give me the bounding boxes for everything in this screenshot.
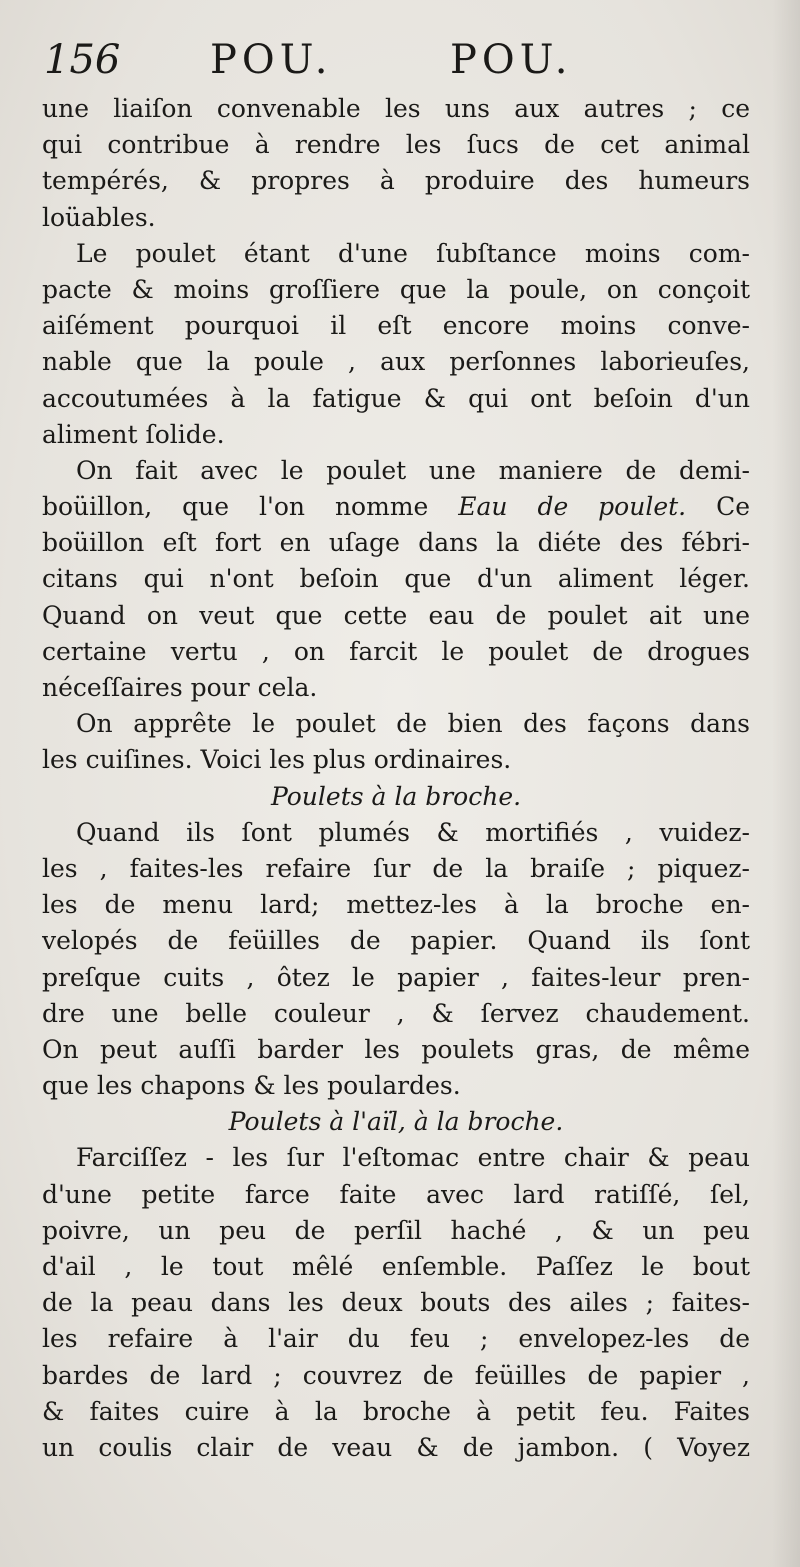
text-line: Farciſſez - les ſur l'eſtomac entre chair & peau bbox=[76, 1143, 750, 1173]
text-line: les , faites-les refaire ſur de la braiſe ; piquez- bbox=[42, 853, 750, 883]
page-edge-shadow bbox=[772, 0, 800, 1567]
text-line: bardes de lard ; couvrez de feüilles de papier , bbox=[42, 1360, 750, 1390]
text-line: de la peau dans les deux bouts des ailes ; faites- bbox=[42, 1288, 750, 1318]
text-line: les de menu lard; mettez-les à la broche en- bbox=[42, 890, 750, 920]
text-line: nable que la poule , aux perſonnes laborieuſes, bbox=[42, 347, 750, 377]
text-line: que les chapons & les poulardes. bbox=[42, 1071, 461, 1101]
page-number: 156 bbox=[44, 37, 121, 83]
text-line: On fait avec le poulet une maniere de demi- bbox=[76, 455, 750, 485]
text-line: accoutumées à la fatigue & qui ont beſoin d'un bbox=[42, 383, 750, 413]
section-heading: Poulets à l'aïl, à la broche. bbox=[228, 1107, 564, 1137]
body-text bbox=[42, 91, 750, 1466]
text-line: tempérés, & propres à produire des humeurs bbox=[42, 166, 750, 196]
text-fragment: Ce bbox=[716, 492, 750, 522]
text-line: d'ail , le tout mêlé enſemble. Paſſez le bout bbox=[42, 1252, 750, 1281]
text-fragment: boüillon, que l'on nomme bbox=[42, 492, 429, 522]
text-line: les refaire à l'air du feu ; envelopez-les de bbox=[42, 1324, 750, 1354]
text-line: pacte & moins groſſiere que la poule, on conçoit bbox=[42, 274, 750, 304]
text-line: un coulis clair de veau & de jambon. ( Voyez bbox=[42, 1432, 750, 1462]
text-line: néceſſaires pour cela. bbox=[42, 673, 318, 702]
text-line: qui contribue à rendre les ſucs de cet animal bbox=[42, 130, 750, 160]
text-line: loüables. bbox=[42, 202, 156, 232]
text-line: une liaiſon convenable les uns aux autres ; ce bbox=[42, 94, 750, 123]
text-line: preſque cuits , ôtez le papier , faites-leur pren- bbox=[42, 962, 750, 992]
text-line: les cuiſines. Voici les plus ordinaires. bbox=[42, 745, 512, 775]
text-line: aiſément pourquoi il eſt encore moins conve- bbox=[42, 311, 750, 341]
text-line: Le poulet étant d'une ſubſtance moins com- bbox=[76, 238, 750, 268]
text-line: Quand on veut que cette eau de poulet ait une bbox=[42, 600, 750, 630]
text-line: & faites cuire à la broche à petit feu. Faites bbox=[42, 1396, 750, 1426]
text-line: On peut auſſi barder les poulets gras, de même bbox=[42, 1034, 750, 1064]
text-line: Quand ils ſont plumés & mortifiés , vuidez- bbox=[76, 817, 750, 847]
text-line: poivre, un peu de perſil haché , & un peu bbox=[42, 1215, 750, 1245]
text-line: boüillon eſt fort en uſage dans la diéte des fébri- bbox=[42, 528, 750, 558]
running-head-left: POU. bbox=[210, 37, 333, 83]
text-line: aliment ſolide. bbox=[42, 419, 225, 449]
section-heading: Poulets à la broche. bbox=[270, 781, 522, 811]
page-header bbox=[40, 30, 760, 90]
text-line-with-italic bbox=[42, 489, 750, 525]
running-head-right: POU. bbox=[450, 37, 573, 83]
text-line: citans qui n'ont beſoin que d'un aliment léger. bbox=[42, 564, 750, 594]
text-line: dre une belle couleur , & ſervez chaudement. bbox=[42, 998, 750, 1028]
italic-term: Eau de poulet. bbox=[458, 492, 687, 522]
text-line: On apprête le poulet de bien des façons dans bbox=[76, 709, 750, 739]
text-line: velopés de feüilles de papier. Quand ils ſont bbox=[42, 926, 750, 956]
text-line: certaine vertu , on farcit le poulet de drogues bbox=[42, 636, 750, 666]
text-line: d'une petite farce faite avec lard ratiſſé, ſel, bbox=[42, 1179, 750, 1209]
